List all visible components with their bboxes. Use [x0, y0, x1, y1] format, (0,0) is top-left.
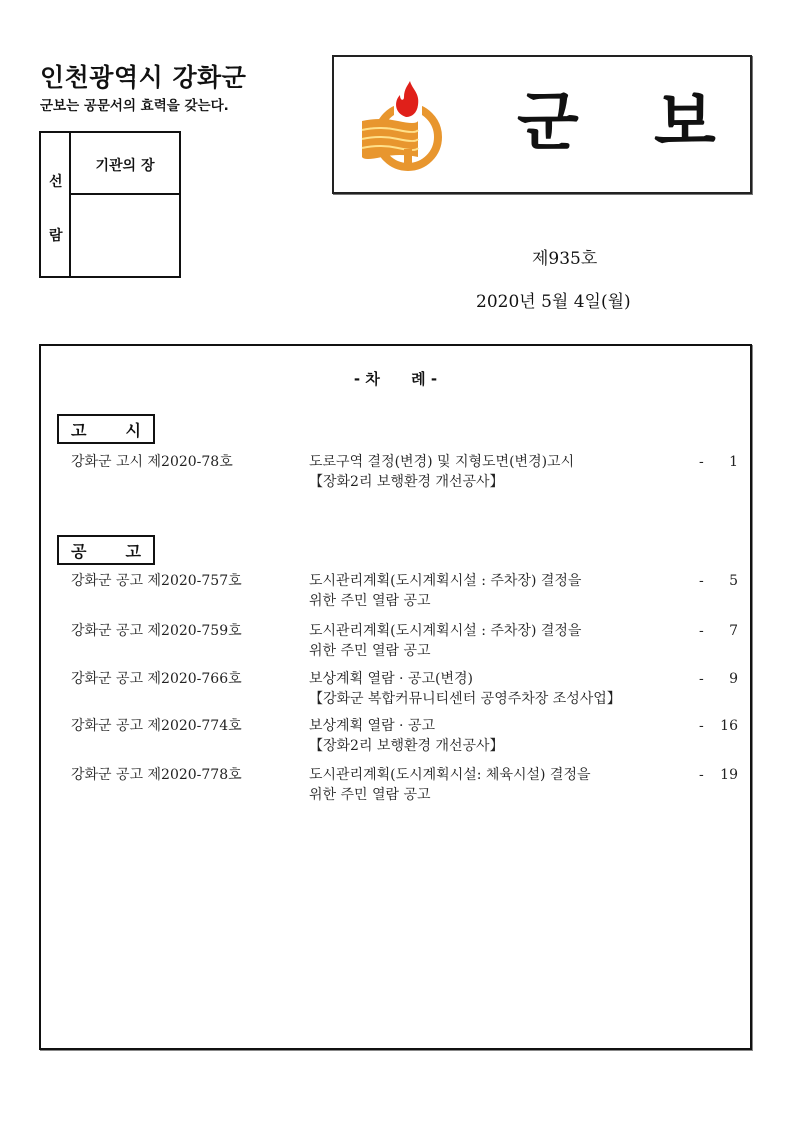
section-label-announcement [57, 535, 155, 565]
entry-title-line: 도로구역 결정(변경) 및 지형도면(변경)고시 [309, 454, 575, 470]
entry-title [309, 669, 621, 709]
entry-number: 강화군 공고 제2020-766호 [71, 671, 242, 687]
entry-page: 7 [729, 623, 738, 639]
page-dash: - [699, 454, 704, 470]
issue-date: 2020년 5월 4일(월) [476, 292, 631, 312]
entry-subtitle: 위한 주민 열람 공고 [309, 643, 431, 659]
page-dash: - [699, 718, 704, 734]
approval-side-char-top: 선 [49, 174, 63, 190]
entry-page: 9 [729, 671, 738, 687]
masthead-title-char-1: 군 [517, 86, 579, 160]
entry-number: 강화군 공고 제2020-778호 [71, 767, 242, 783]
section-label-char: 고 [125, 541, 141, 561]
approval-side-char-bottom: 람 [49, 228, 63, 244]
section-label-notification [57, 414, 155, 444]
entry-page: 5 [729, 573, 738, 589]
page-dash: - [699, 623, 704, 639]
table-of-contents [39, 344, 752, 1050]
entry-page: 1 [729, 454, 738, 470]
entry-number: 강화군 공고 제2020-757호 [71, 573, 242, 589]
entry-title [309, 765, 591, 805]
entry-title [309, 621, 581, 661]
entry-subtitle: 【장화2리 보행환경 개선공사】 [309, 474, 504, 490]
bulletin-subtitle: 군보는 공문서의 효력을 갖는다. [40, 98, 229, 114]
entry-subtitle: 위한 주민 열람 공고 [309, 593, 431, 609]
entry-subtitle: 【강화군 복합커뮤니티센터 공영주차장 조성사업】 [309, 691, 621, 707]
section-label-char: 고 [71, 420, 87, 440]
entry-title [309, 571, 581, 611]
section-label-char: 시 [125, 420, 141, 440]
entry-page: 19 [720, 767, 738, 783]
approval-side-label [41, 133, 71, 276]
entry-title [309, 716, 504, 756]
city-title: 인천광역시 강화군 [40, 63, 247, 92]
masthead-title-char-2: 보 [654, 86, 716, 160]
entry-number: 강화군 공고 제2020-774호 [71, 718, 242, 734]
entry-title [309, 452, 574, 492]
approval-head-label: 기관의 장 [71, 133, 179, 195]
entry-page: 16 [720, 718, 738, 734]
page-dash: - [699, 573, 704, 589]
page-dash: - [699, 671, 704, 687]
page-dash: - [699, 767, 704, 783]
entry-number: 강화군 고시 제2020-78호 [71, 454, 233, 470]
entry-title-line: 도시관리계획(도시계획시설 : 주차장) 결정을 [309, 623, 582, 639]
gangwha-county-emblem-icon [358, 79, 448, 174]
approval-signature-area [71, 195, 179, 276]
entry-title-line: 도시관리계획(도시계획시설: 체육시설) 결정을 [309, 767, 591, 783]
entry-number: 강화군 공고 제2020-759호 [71, 623, 242, 639]
entry-subtitle: 【장화2리 보행환경 개선공사】 [309, 738, 504, 754]
entry-title-line: 보상계획 열람 · 공고 [309, 718, 435, 734]
issue-number: 제935호 [532, 249, 598, 269]
toc-title: - 차 례 - [353, 370, 438, 388]
entry-subtitle: 위한 주민 열람 공고 [309, 787, 431, 803]
section-label-char: 공 [71, 541, 87, 561]
entry-title-line: 보상계획 열람 · 공고(변경) [309, 671, 473, 687]
entry-title-line: 도시관리계획(도시계획시설 : 주차장) 결정을 [309, 573, 582, 589]
masthead [332, 55, 752, 194]
approval-box [39, 131, 181, 278]
